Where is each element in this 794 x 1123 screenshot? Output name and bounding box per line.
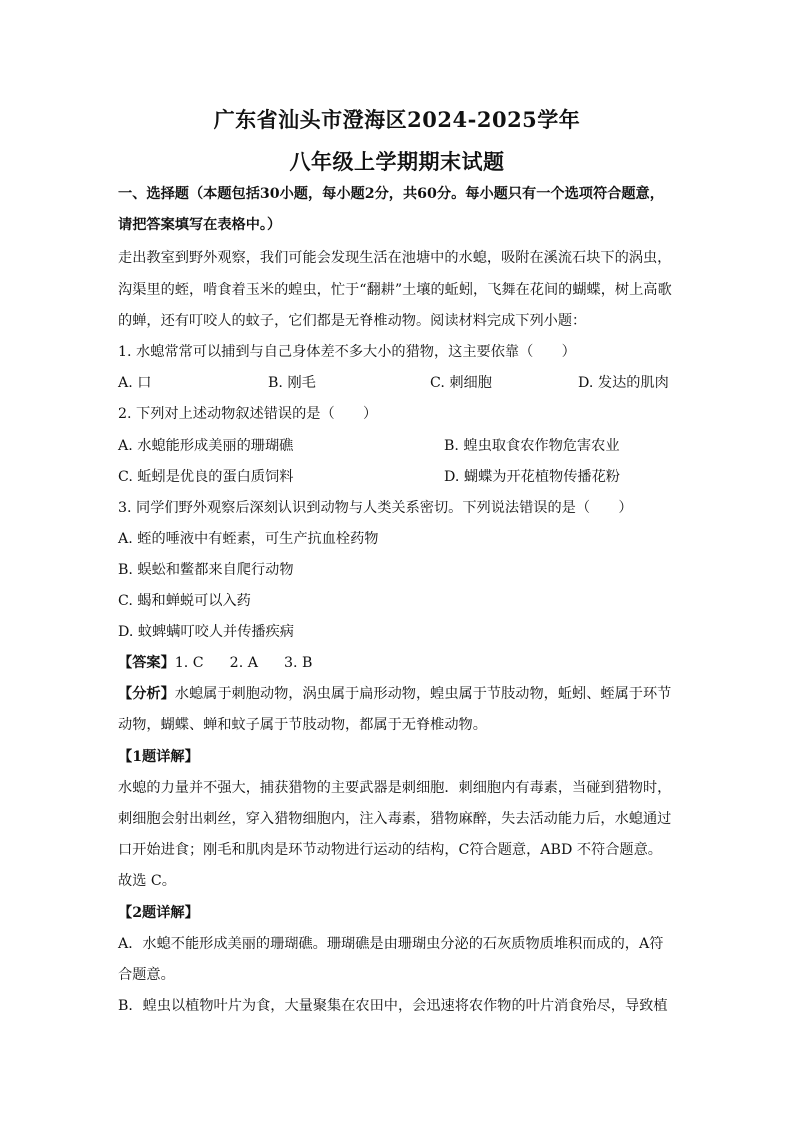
passage-line: 走出教室到野外观察，我们可能会发现生活在池塘中的水螅，吸附在溪流石块下的涡虫， (118, 250, 672, 266)
question-2-option-c: C. 蚯蚓是优良的蛋白质饲料 (118, 469, 294, 485)
detail-1-text: 故选 C。 (118, 873, 176, 889)
answer-item: 2. A (229, 655, 258, 671)
analysis-text: 动物，蝴蝶、蝉和蚊子属于节肢动物，都属于无脊椎动物。 (118, 717, 487, 733)
question-3-stem: 3. 同学们野外观察后深刻认识到动物与人类关系密切。下列说法错误的是（ ） (118, 500, 633, 516)
exam-title-line1: 广东省汕头市澄海区2024-2025学年 (213, 107, 581, 132)
question-3-option-a: A. 蛭的唾液中有蛭素，可生产抗血栓药物 (118, 531, 379, 547)
answer-label: 【答案】 (118, 655, 175, 671)
detail-2-label: 【2题详解】 (118, 905, 199, 921)
question-2-stem: 2. 下列对上述动物叙述错误的是（ ） (118, 406, 378, 422)
analysis-text: 水螅属于刺胞动物，涡虫属于扁形动物，蝗虫属于节肢动物，蚯蚓、蛭属于环节 (174, 686, 672, 702)
analysis-line (118, 684, 671, 704)
question-3-option-b: B. 蜈蚣和鳖都来自爬行动物 (118, 562, 294, 578)
detail-1-text: 水螅的力量并不强大，捕获猎物的主要武器是刺细胞．刺细胞内有毒素，当碰到猎物时， (118, 780, 672, 796)
question-1-option-d: D. 发达的肌肉 (578, 375, 669, 391)
question-1-option-c: C. 刺细胞 (430, 375, 492, 391)
exam-title-line2: 八年级上学期期末试题 (289, 149, 505, 174)
detail-2-text: B．蝗虫以植物叶片为食，大量聚集在农田中，会迅速将农作物的叶片消食殆尽，导致植 (118, 998, 668, 1014)
question-1-option-b: B. 刚毛 (268, 375, 316, 391)
question-1-option-a: A. 口 (118, 375, 152, 391)
question-3-option-c: C. 蝎和蝉蜕可以入药 (118, 593, 251, 609)
answer-item: 3. B (283, 655, 313, 671)
answer-item: 1. C (174, 655, 204, 671)
section-heading-line2: 请把答案填写在表格中。） (118, 217, 282, 233)
question-2-option-b: B. 蝗虫取食农作物危害农业 (444, 438, 620, 454)
answer-line (118, 653, 312, 673)
question-1-stem: 1. 水螅常常可以捕到与自己身体差不多大小的猎物，这主要依靠（ ） (118, 344, 576, 360)
detail-1-label: 【1题详解】 (118, 749, 199, 765)
detail-1-text: 刺细胞会射出刺丝，穿入猎物细胞内，注入毒素，猎物麻醉，失去活动能力后，水螅通过 (118, 811, 672, 827)
detail-2-text: A．水螅不能形成美丽的珊瑚礁。珊瑚礁是由珊瑚虫分泌的石灰质物质堆积而成的，A符 (118, 936, 664, 952)
section-heading-line1: 一、选择题（本题包括30小题，每小题2分，共60分。每小题只有一个选项符合题意， (118, 186, 664, 202)
passage-line: 的蝉，还有叮咬人的蚊子，它们都是无脊椎动物。阅读材料完成下列小题： (118, 313, 587, 329)
detail-2-text: 合题意。 (118, 967, 175, 983)
question-2-option-a: A. 水螅能形成美丽的珊瑚礁 (118, 438, 294, 454)
passage-line: 沟渠里的蛭，啃食着玉米的蝗虫，忙于“翻耕”土壤的蚯蚓，飞舞在花间的蝴蝶，树上高歌 (118, 282, 672, 298)
detail-1-text: 口开始进食；刚毛和肌肉是环节动物进行运动的结构，C符合题意，ABD 不符合题意。 (118, 842, 662, 858)
question-2-option-d: D. 蝴蝶为开花植物传播花粉 (444, 469, 620, 485)
question-3-option-d: D. 蚊蜱螨叮咬人并传播疾病 (118, 624, 294, 640)
analysis-label: 【分析】 (118, 686, 175, 702)
